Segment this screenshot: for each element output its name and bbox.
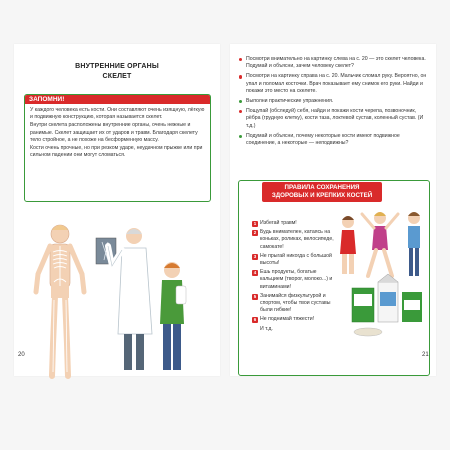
rule-item (252, 316, 334, 323)
page-number: 21 (422, 352, 429, 358)
list-item: Подумай и объясни, почему некоторые кости имеют подвижное соединение, а некоторые — неподвижны? (238, 133, 430, 147)
remember-paragraph: У каждого человека есть кости. Они составляют очень изящную, лёгкую и подвижную конструкцию, которая называется скелет. (30, 107, 205, 121)
rules-list (252, 220, 334, 335)
list-item: Выполни практические упражнения. (238, 98, 430, 105)
child-skeleton-figure (36, 225, 84, 376)
rule-number: 4 (253, 270, 257, 276)
rule-text: Будь внимателен, катаясь на коньках, роликах, велосипеде, самокате! (260, 229, 334, 250)
page-title (14, 62, 220, 82)
rule-text: Избегай травм! (260, 220, 297, 226)
rule-number: 2 (253, 230, 257, 236)
list-item: Пощупай (обследуй) себя, найди и покажи кости черепа, позвоночник, рёбра (грудную клетку), кости таза, локтевой сустав, коленный сустав. (И т.д.) (238, 108, 430, 130)
rule-number: 6 (253, 317, 257, 323)
girl-figure (340, 216, 356, 274)
page-left (14, 44, 220, 376)
rule-number: 5 (253, 293, 257, 299)
list-item: Посмотри на картинку справа на с. 20. Мальчик сломал руку. Вероятно, он упал и поломал косточки. Врач показывает ему снимок его руки. Найди и покажи это место на скелете. (238, 73, 430, 95)
exercising-girl-figure (362, 212, 398, 276)
remember-text (30, 107, 205, 159)
dairy-products (352, 274, 422, 336)
skeleton-doctor-illustration (22, 216, 214, 388)
list-item: Посмотри внимательно на картинку слева на с. 20 — это скелет человека. Подумай и объясни, зачем человеку скелет? (238, 56, 430, 70)
rule-item (252, 229, 334, 251)
rule-item (252, 293, 334, 315)
rule-number: 1 (253, 221, 257, 226)
title-line-1: ВНУТРЕННИЕ ОРГАНЫ (75, 63, 159, 70)
remember-paragraph: Внутри скелета расположены внутренние органы, очень нежные и ранимые. Скелет защищает их от ударов и травм. Благодаря скелету тело стройное, а не похоже на бесформенную массу. (30, 122, 198, 143)
rule-text: Не поднимай тяжести! (260, 316, 315, 323)
arm-cast (176, 286, 186, 304)
title-line-2: СКЕЛЕТ (102, 73, 132, 80)
remember-box (24, 94, 211, 202)
page-right (230, 44, 436, 376)
task-list (238, 56, 430, 150)
rules-heading (262, 182, 382, 202)
remember-paragraph: Кости очень прочные, но при резком ударе, неудачном прыжке или при сильном падении они могут сломаться. (30, 145, 203, 159)
rule-item (252, 253, 334, 267)
rule-text: Ешь продукты, богатые кальцием (творог, молоко...) и витаминами! (260, 269, 333, 290)
page-number: 20 (18, 352, 25, 358)
rules-heading-line-2: ЗДОРОВЫХ И КРЕПКИХ КОСТЕЙ (271, 192, 373, 199)
rule-etc: И т.д. (260, 325, 273, 332)
rules-heading-line-1: ПРАВИЛА СОХРАНЕНИЯ (284, 184, 360, 191)
remember-heading: ЗАПОМНИ! (25, 95, 210, 104)
rule-text: Не прыгай никогда с большой высоты! (260, 252, 332, 267)
boy-figure (160, 262, 186, 370)
rule-text: Занимайся физкультурой и спортом, чтобы твои суставы были гибкие! (260, 292, 331, 314)
rule-item (252, 220, 334, 227)
rule-number: 3 (253, 253, 257, 259)
boy-exercising-figure (408, 212, 420, 276)
rule-item (252, 269, 334, 291)
kids-exercise-illustration (332, 208, 428, 358)
